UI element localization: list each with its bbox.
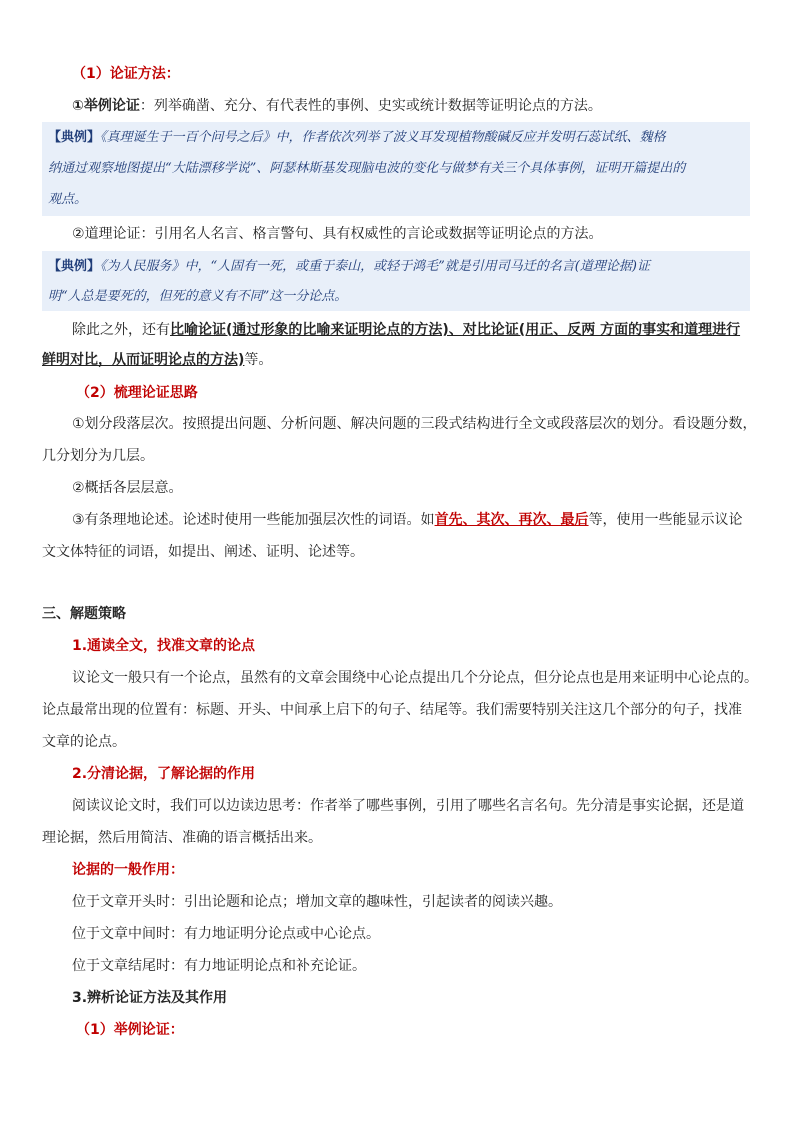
heading-example-argument: （1）举例论证： <box>76 1022 184 1038</box>
example-2-line-1: 【典例】《为人民服务》中，“人固有一死，或重于泰山，或轻于鸿毛”就是引用司马迁的名言(道理论据)证 <box>48 259 650 274</box>
heading-evidence-role: 论据的一般作用： <box>72 862 184 878</box>
paragraph-thesis-3: 文章的论点。 <box>42 734 126 750</box>
paragraph-other-methods-1: 除此之外，还有比喻论证(通过形象的比喻来证明论点的方法)、对比论证(用正、反两 方面的事实和道理进行 <box>72 322 741 338</box>
paragraph-divide-levels-2: 几分划分为几层。 <box>42 448 154 464</box>
example-1-line-2: 纳通过观察地图提出“大陆漂移学说”、阿瑟林斯基发现脑电波的变化与做梦有关三个具体事例，证明开篇提出的 <box>48 161 686 176</box>
example-1-line-1: 【典例】《真理诞生于一百个问号之后》中，作者依次列举了波义耳发现植物酸碱反应并发明石蕊试纸、魏格 <box>48 130 666 145</box>
paragraph-role-end: 位于文章结尾时：有力地证明论点和补充论证。 <box>72 958 366 974</box>
paragraph-evidence-1: 阅读议论文时，我们可以边读边思考：作者举了哪些事例，引用了哪些名言名句。先分清是事实论据，还是道 <box>72 798 744 814</box>
paragraph-divide-levels-1: ①划分段落层次。按照提出问题、分析问题、解决问题的三段式结构进行全文或段落层次的划分。看设题分数， <box>72 416 757 432</box>
paragraph-summarize-levels: ②概括各层层意。 <box>72 480 183 496</box>
paragraph-thesis-1: 议论文一般只有一个论点，虽然有的文章会围绕中心论点提出几个分论点，但分论点也是用来证明中心论点的。 <box>72 670 758 686</box>
section-heading-strategy: 三、解题策略 <box>42 606 126 622</box>
paragraph-other-methods-2: 鲜明对比，从而证明论点的方法)等。 <box>42 352 273 368</box>
example-1-line-3: 观点。 <box>48 192 88 207</box>
paragraph-orderly-2: 文文体特征的词语，如提出、阐述、证明、论述等。 <box>42 544 364 560</box>
paragraph-evidence-2: 理论据，然后用简洁、准确的语言概括出来。 <box>42 830 322 846</box>
example-2-line-2: 明“人总是要死的，但死的意义有不同”这一分论点。 <box>48 289 348 304</box>
paragraph-reason-argument: ②道理论证：引用名人名言、格言警句、具有权威性的言论或数据等证明论点的方法。 <box>72 226 603 242</box>
heading-find-thesis: 1.通读全文，找准文章的论点 <box>72 638 256 654</box>
paragraph-example-argument: ①举例论证：列举确凿、充分、有代表性的事例、史实或统计数据等证明论点的方法。 <box>72 98 602 114</box>
paragraph-thesis-2: 论点最常出现的位置有：标题、开头、中间承上启下的句子、结尾等。我们需要特别关注这几个部分的句子，找准 <box>42 702 742 718</box>
heading-argument-thinking: （2）梳理论证思路 <box>76 385 198 401</box>
heading-analyze-methods: 3.辨析论证方法及其作用 <box>72 990 228 1006</box>
paragraph-role-middle: 位于文章中间时：有力地证明分论点或中心论点。 <box>72 926 380 942</box>
heading-evidence: 2.分清论据，了解论据的作用 <box>72 766 256 782</box>
paragraph-orderly-1: ③有条理地论述。论述时使用一些能加强层次性的词语。如首先、其次、再次、最后等，使用一些能显示议论 <box>72 512 743 528</box>
heading-argument-methods: （1）论证方法： <box>72 66 180 82</box>
paragraph-role-start: 位于文章开头时：引出论题和论点；增加文章的趣味性，引起读者的阅读兴趣。 <box>72 894 562 910</box>
